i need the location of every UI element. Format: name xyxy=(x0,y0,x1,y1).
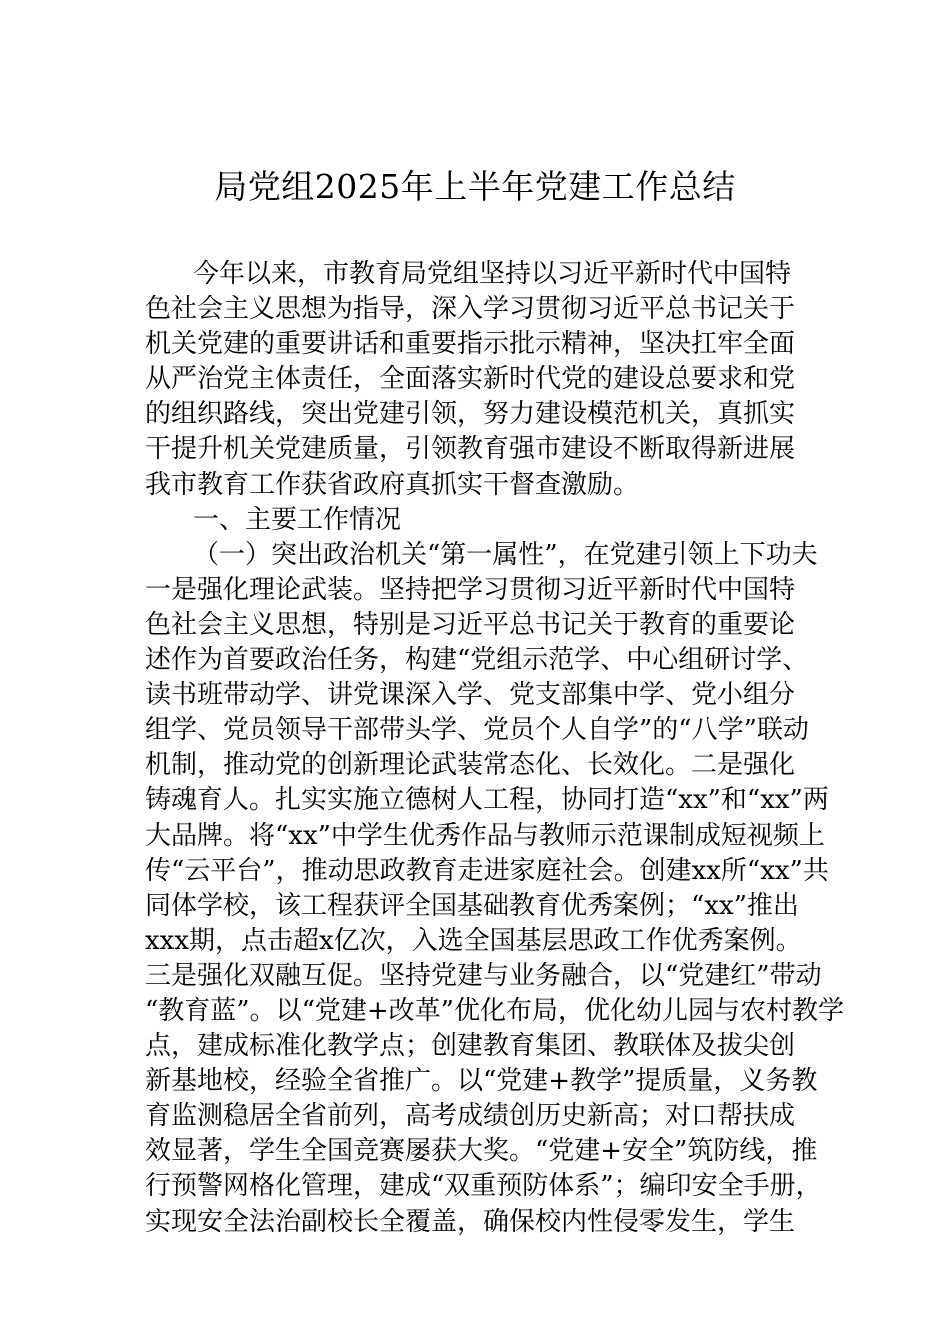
body-line: 实现安全法治副校长全覆盖，确保校内性侵零发生，学生 xyxy=(145,1206,796,1237)
section-heading: 一、主要工作情况 xyxy=(193,504,402,535)
body-line: 组学、党员领导干部带头学、党员个人自学”的“八学”联动 xyxy=(145,715,809,746)
body-line: 铸魂育人。扎实实施立德树人工程，协同打造“xx”和“xx”两 xyxy=(145,785,829,816)
body-line: 点，建成标准化教学点；创建教育集团、教联体及拔尖创 xyxy=(145,1031,796,1062)
subsection-heading: （一）突出政治机关“第一属性”，在党建引领上下功夫 xyxy=(193,539,818,570)
document-title: 局党组2025年上半年党建工作总结 xyxy=(214,167,736,206)
body-line: 从严治党主体责任，全面落实新时代党的建设总要求和党 xyxy=(145,364,796,395)
body-line: 色社会主义思想，特别是习近平总书记关于教育的重要论 xyxy=(145,609,796,640)
body-line: 色社会主义思想为指导，深入学习贯彻习近平总书记关于 xyxy=(145,294,796,325)
body-line: 机制，推动党的创新理论武装常态化、长效化。二是强化 xyxy=(145,750,796,781)
body-line: 新基地校，经验全省推广。以“党建+教学”提质量，义务教 xyxy=(145,1066,818,1097)
body-line: 大品牌。将“xx”中学生优秀作品与教师示范课制成短视频上 xyxy=(145,820,825,851)
body-line: 同体学校，该工程获评全国基础教育优秀案例；“xx”推出 xyxy=(145,890,799,921)
body-line: 效显著，学生全国竞赛屡获大奖。“党建+安全”筑防线，推 xyxy=(145,1136,818,1167)
body-line: 干提升机关党建质量，引领教育强市建设不断取得新进展 xyxy=(145,434,796,465)
body-line: 今年以来，市教育局党组坚持以习近平新时代中国特 xyxy=(193,259,792,289)
body-line: 传“云平台”，推动思政教育走进家庭社会。创建xx所“xx”共 xyxy=(145,855,829,886)
body-line: 述作为首要政治任务，构建“党组示范学、中心组研讨学、 xyxy=(145,645,809,676)
body-line: 机关党建的重要讲话和重要指示批示精神，坚决扛牢全面 xyxy=(145,329,796,360)
body-line: xxx期，点击超x亿次，入选全国基层思政工作优秀案例。 xyxy=(145,925,802,956)
body-line: 三是强化双融互促。坚持党建与业务融合，以“党建红”带动 xyxy=(145,960,822,991)
body-line: “教育蓝”。以“党建+改革”优化布局，优化幼儿园与农村教学 xyxy=(145,995,844,1026)
body-line: 的组织路线，突出党建引领，努力建设模范机关，真抓实 xyxy=(145,399,796,430)
body-line: 行预警网格化管理，建成“双重预防体系”；编印安全手册， xyxy=(145,1171,822,1202)
document-body xyxy=(145,257,844,1240)
body-line: 育监测稳居全省前列，高考成绩创历史新高；对口帮扶成 xyxy=(145,1101,796,1132)
body-line: 读书班带动学、讲党课深入学、党支部集中学、党小组分 xyxy=(145,680,796,711)
body-line: 我市教育工作获省政府真抓实干督查激励。 xyxy=(145,469,640,500)
body-line: 一是强化理论武装。坚持把学习贯彻习近平新时代中国特 xyxy=(145,574,796,605)
